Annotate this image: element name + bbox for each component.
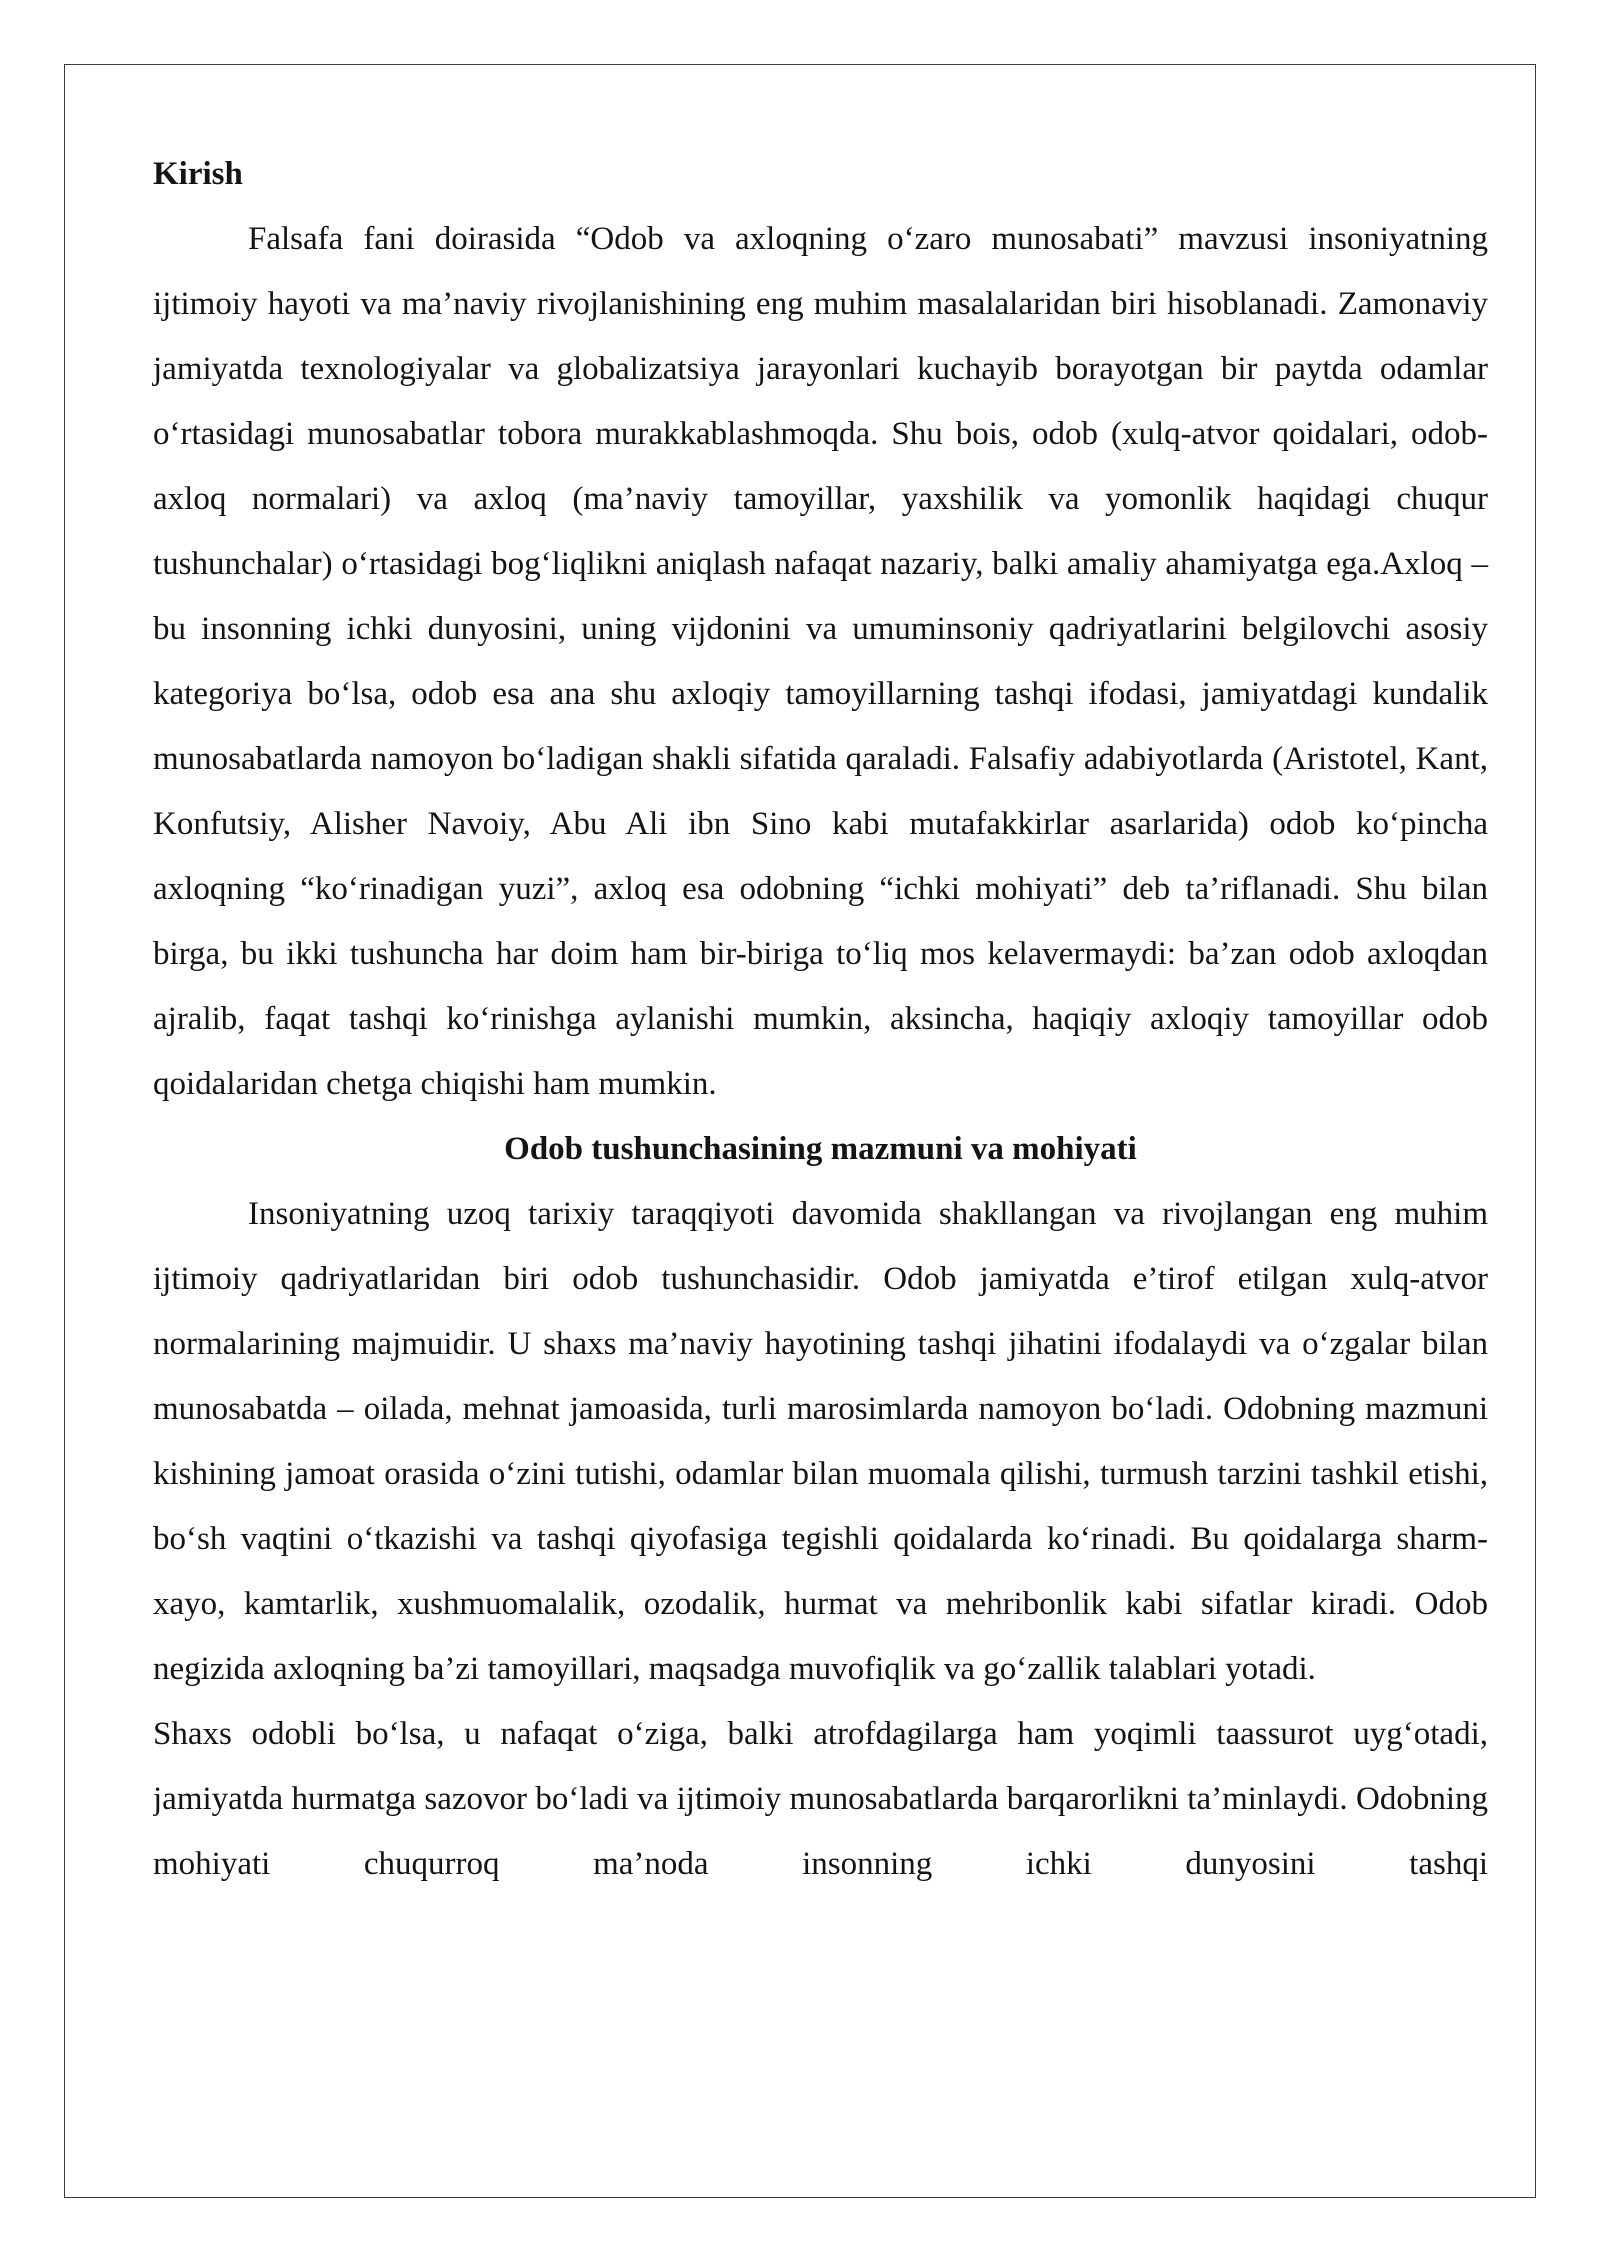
section-paragraph: Insoniyatning uzoq tarixiy taraqqiyoti davomida shakllangan va rivojlangan eng muhim ijtimoiy qadriyatlaridan biri odob tushunchasidir. Odob jamiyatda e’tirof etilgan xulq-atvor normalarining majmuidir. U shaxs ma’naviy hayotining tashqi jihatini ifodalaydi va o‘zgalar bilan munosabatda – oilada, mehnat jamoasida, turli marosimlarda namoyon bo‘ladi. Odobning mazmuni kishining jamoat orasida o‘zini tutishi, odamlar bilan muomala qilishi, turmush tarzini tashkil etishi, bo‘sh vaqtini o‘tkazishi va tashqi qiyofasiga tegishli qoidalarda ko‘rinadi. Bu qoidalarga sharm-xayo, kamtarlik, xushmuomalalik, ozodalik, hurmat va mehribonlik kabi sifatlar kiradi. Odob negizida axloqning ba’zi tamoyillari, maqsadga muvofiqlik va go‘zallik talablari yotadi. bbox=[153, 1196, 1488, 1687]
intro-paragraph: Falsafa fani doirasida “Odob va axloqning o‘zaro munosabati” mavzusi insoniyatning ijtimoiy hayoti va ma’naviy rivojlanishining eng muhim masalalaridan biri hisoblanadi. Zamonaviy jamiyatda texnologiyalar va globalizatsiya jarayonlari kuchayib borayotgan bir paytda odamlar o‘rtasidagi munosabatlar tobora murakkablashmoqda. Shu bois, odob (xulq-atvor qoidalari, odob-axloq normalari) va axloq (ma’naviy tamoyillar, yaxshilik va yomonlik haqidagi chuqur tushunchalar) o‘rtasidagi bog‘liqlikni aniqlash nafaqat nazariy, balki amaliy ahamiyatga ega.Axloq – bu insonning ichki dunyosini, uning vijdonini va umuminsoniy qadriyatlarini belgilovchi asosiy kategoriya bo‘lsa, odob esa ana shu axloqiy tamoyillarning tashqi ifodasi, jamiyatdagi kundalik munosabatlarda namoyon bo‘ladigan shakli sifatida qaraladi. Falsafiy adabiyotlarda (Aristotel, Kant, Konfutsiy, Alisher Navoiy, Abu Ali ibn Sino kabi mutafakkirlar asarlarida) odob ko‘pincha axloqning “ko‘rinadigan yuzi”, axloq esa odobning “ichki mohiyati” deb ta’riflanadi. Shu bilan birga, bu ikki tushuncha har doim ham bir-biriga to‘liq mos kelavermaydi: ba’zan odob axloqdan ajralib, faqat tashqi ko‘rinishga aylanishi mumkin, aksincha, haqiqiy axloqiy tamoyillar odob qoidalaridan chetga chiqishi ham mumkin. bbox=[153, 221, 1488, 1102]
document-body bbox=[153, 142, 1488, 1897]
section-paragraph-continued: Shaxs odobli bo‘lsa, u nafaqat o‘ziga, balki atrofdagilarga ham yoqimli taassurot uyg‘otadi, jamiyatda hurmatga sazovor bo‘ladi va ijtimoiy munosabatlarda barqarorlikni ta’minlaydi. Odobning mohiyati chuqurroq ma’noda insonning ichki dunyosini tashqi bbox=[153, 1716, 1488, 1882]
section-heading: Odob tushunchasining mazmuni va mohiyati bbox=[504, 1131, 1137, 1167]
intro-heading: Kirish bbox=[153, 156, 243, 192]
